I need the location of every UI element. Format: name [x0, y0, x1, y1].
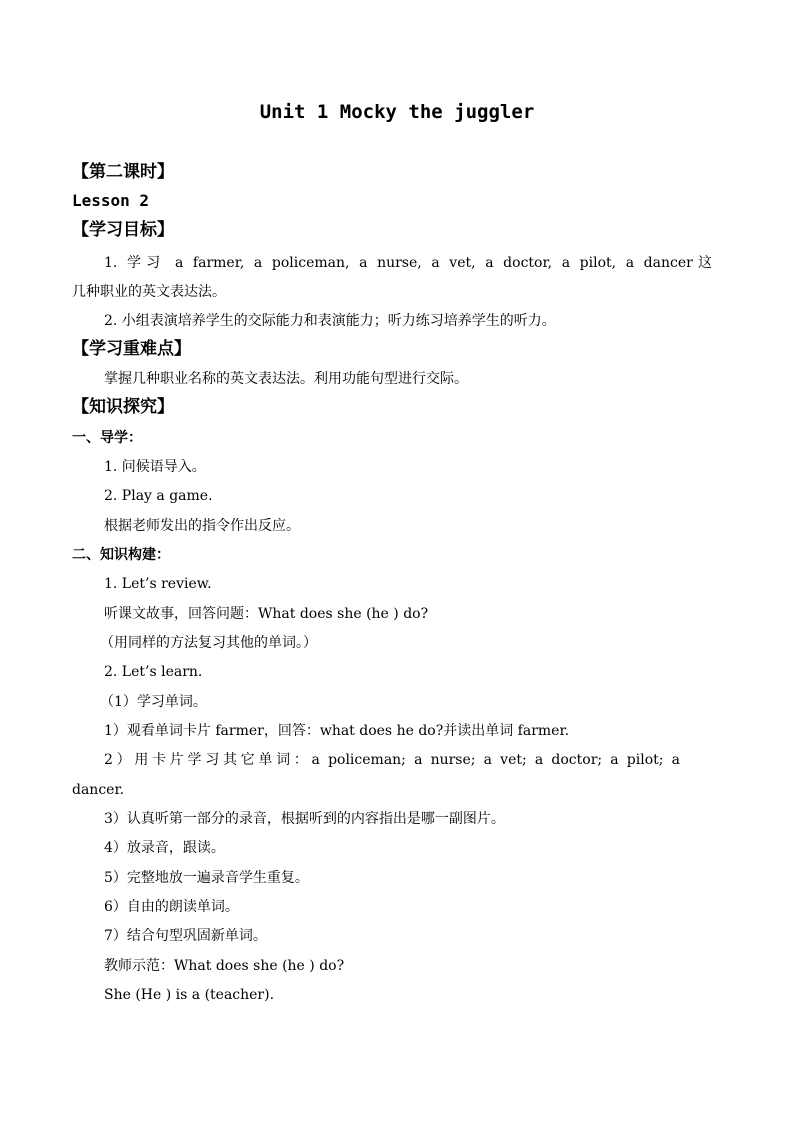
goal-item-1-continued: 几种职业的英文表达法。: [72, 284, 226, 300]
guide-step-1: 1. 问候语导入。: [104, 459, 206, 475]
learn-step-3: 3）认真听第一部分的录音，根据听到的内容指出是哪一副图片。: [104, 811, 505, 827]
learn-step-2: 2）用卡片学习其它单词：a policeman; a nurse; a vet; a doctor; a pilot; a: [104, 752, 680, 768]
build-step-learn: 2. Let’s learn.: [104, 664, 203, 680]
guide-step-2: 2. Play a game.: [104, 488, 213, 504]
learn-step-2-continued: dancer.: [72, 782, 125, 798]
section-heading-knowledge-inquiry: 【知识探究】: [72, 397, 174, 417]
learn-step-6: 6）自由的朗读单词。: [104, 899, 239, 915]
section-heading-learning-goals: 【学习目标】: [72, 220, 174, 240]
learn-step-7: 7）结合句型巩固新单词。: [104, 928, 267, 944]
subsection-guide: 一、导学：: [72, 430, 142, 446]
build-step-review: 1. Let’s review.: [104, 576, 212, 592]
teacher-demo-answer: She (He ) is a (teacher).: [104, 987, 275, 1003]
key-points-text: 掌握几种职业名称的英文表达法。利用功能句型进行交际。: [104, 371, 468, 387]
goal-item-1: 1. 学习 a farmer, a policeman, a nurse, a vet, a doctor, a pilot, a dancer这: [104, 255, 712, 271]
learn-step-1: 1）观看单词卡片 farmer，回答：what does he do?并读出单词 farmer.: [104, 723, 570, 739]
document-title: Unit 1 Mocky the juggler: [259, 101, 535, 123]
section-heading-lesson-period: 【第二课时】: [72, 162, 174, 182]
teacher-demo-question: 教师示范：What does she (he ) do?: [104, 958, 345, 974]
goal-item-2: 2. 小组表演培养学生的交际能力和表演能力；听力练习培养学生的听力。: [104, 313, 556, 329]
learn-step-4: 4）放录音，跟读。: [104, 840, 225, 856]
build-step-review-question: 听课文故事，回答问题：What does she (he ) do?: [104, 606, 429, 622]
section-heading-key-points: 【学习重难点】: [72, 339, 191, 359]
learn-words-heading: （1）学习单词。: [100, 694, 207, 710]
guide-step-2-note: 根据老师发出的指令作出反应。: [104, 518, 300, 534]
learn-step-5: 5）完整地放一遍录音学生重复。: [104, 870, 309, 886]
lesson-label: Lesson 2: [72, 191, 150, 210]
subsection-knowledge-building: 二、知识构建：: [72, 547, 170, 563]
build-step-review-note: （用同样的方法复习其他的单词。）: [100, 635, 317, 651]
